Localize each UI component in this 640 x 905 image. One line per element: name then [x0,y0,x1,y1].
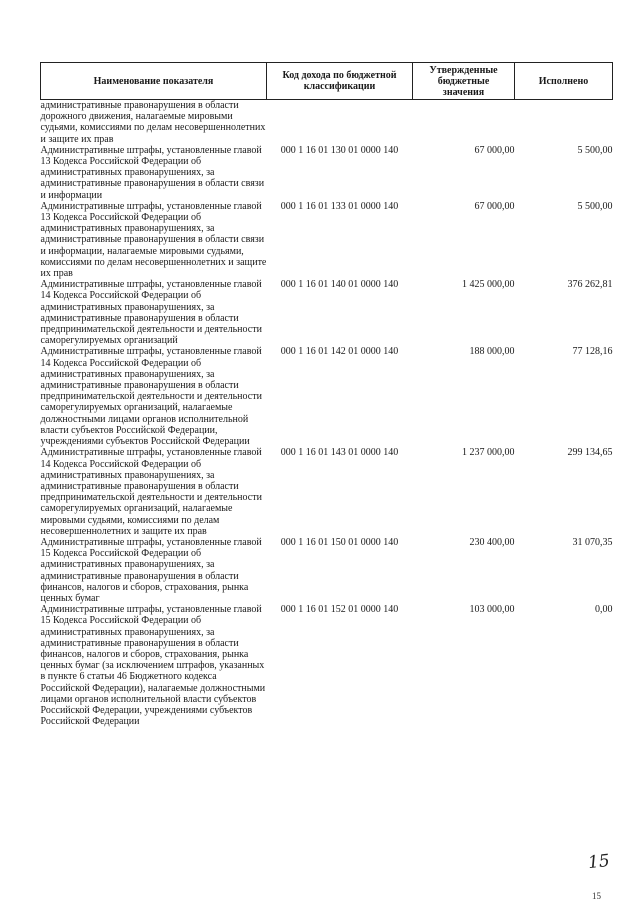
indicator-name: Административные штрафы, установленные главой 14 Кодекса Российской Федерации об административных правонарушениях, за административные правонарушения в области предпринимательской деятельности и деятельности саморегулируемых организаций, налагаемые мировыми судьями, комиссиями по делам несовершеннолетних и защите их прав [40,447,262,537]
executed-value: 5 500,00 [577,200,613,212]
budget-code: 000 1 16 01 140 01 0000 140 [280,279,399,291]
executed-value: 376 262,81 [567,279,613,291]
executed-value: 299 134,65 [567,447,613,459]
table-row [41,537,613,604]
indicator-name: Административные штрафы, установленные главой 14 Кодекса Российской Федерации об административных правонарушениях, за административные правонарушения в области предпринимательской деятельности и деятельности саморегулируемых организаций [40,279,262,347]
executed-value: 31 070,35 [572,536,613,548]
budget-code: 000 1 16 01 150 01 0000 140 [280,536,399,548]
budget-code: 000 1 16 01 152 01 0000 140 [280,604,399,616]
indicator-name: административные правонарушения в области дорожного движения, налагаемые мировыми судьями, комиссиями по делам несовершеннолетних и защите их прав [40,100,266,145]
header-budget-code: Код дохода по бюджетной классификации [267,63,413,100]
table-row [41,201,613,279]
revenue-table [40,62,613,727]
approved-value: 188 000,00 [469,346,515,358]
executed-value [515,100,613,145]
handwritten-page-number: 15 [587,850,611,874]
indicator-name: Административные штрафы, установленные главой 15 Кодекса Российской Федерации об административных правонарушениях, за административные правонарушения в области финансов, налогов и сборов, страхования, рынка ценных бумаг (за исключением штрафов, указанных в пункте 6 статьи 46 Бюджетного кодекса Российской Федерации), налагаемые должностными лицами органов исполнительной власти субъектов Российской Федерации, учреждениями субъектов Российской Федерации [40,604,266,728]
budget-code: 000 1 16 01 142 01 0000 140 [280,346,399,358]
table-body [41,100,613,728]
table-header [41,63,613,100]
indicator-name: Административные штрафы, установленные главой 15 Кодекса Российской Федерации об административных правонарушениях, за административные правонарушения в области финансов, налогов и сборов, страхования, рынка ценных бумаг [40,536,262,604]
header-indicator-name: Наименование показателя [41,63,267,100]
executed-value: 0,00 [595,604,613,616]
table-row [41,346,613,447]
indicator-name: Административные штрафы, установленные главой 13 Кодекса Российской Федерации об административных правонарушениях, за административные правонарушения в области связи и информации, налагаемые мировыми судьями, комиссиями по делам несовершеннолетних и защите их прав [40,200,267,280]
header-approved-values: Утвержденные бюджетные значения [413,63,515,100]
executed-value: 5 500,00 [577,144,613,156]
approved-value: 67 000,00 [474,200,515,212]
table-row [41,100,613,145]
table-row [41,279,613,346]
header-executed: Исполнено [515,63,613,100]
executed-value: 77 128,16 [572,346,613,358]
budget-code: 000 1 16 01 143 01 0000 140 [280,447,399,459]
indicator-name: Административные штрафы, установленные главой 13 Кодекса Российской Федерации об административных правонарушениях, за административные правонарушения в области связи и информации [40,144,265,201]
table-row [41,145,613,201]
approved-value: 1 237 000,00 [462,447,515,459]
table-row [41,604,613,727]
approved-value: 67 000,00 [474,144,515,156]
approved-value: 103 000,00 [469,604,515,616]
header-row [41,63,613,100]
budget-code: 000 1 16 01 133 01 0000 140 [280,200,399,212]
budget-code [267,100,413,145]
table-row [41,447,613,537]
indicator-name: Административные штрафы, установленные главой 14 Кодекса Российской Федерации об административных правонарушениях, за административные правонарушения в области предпринимательской деятельности и деятельности саморегулируемых организаций, налагаемые должностными лицами органов исполнительной власти субъектов Российской Федерации, учреждениями субъектов Российской Федерации [40,346,262,448]
budget-code: 000 1 16 01 130 01 0000 140 [280,144,399,156]
approved-value: 230 400,00 [469,536,515,548]
approved-value [413,100,515,145]
approved-value: 1 425 000,00 [462,279,515,291]
printed-page-number: 15 [592,891,601,901]
